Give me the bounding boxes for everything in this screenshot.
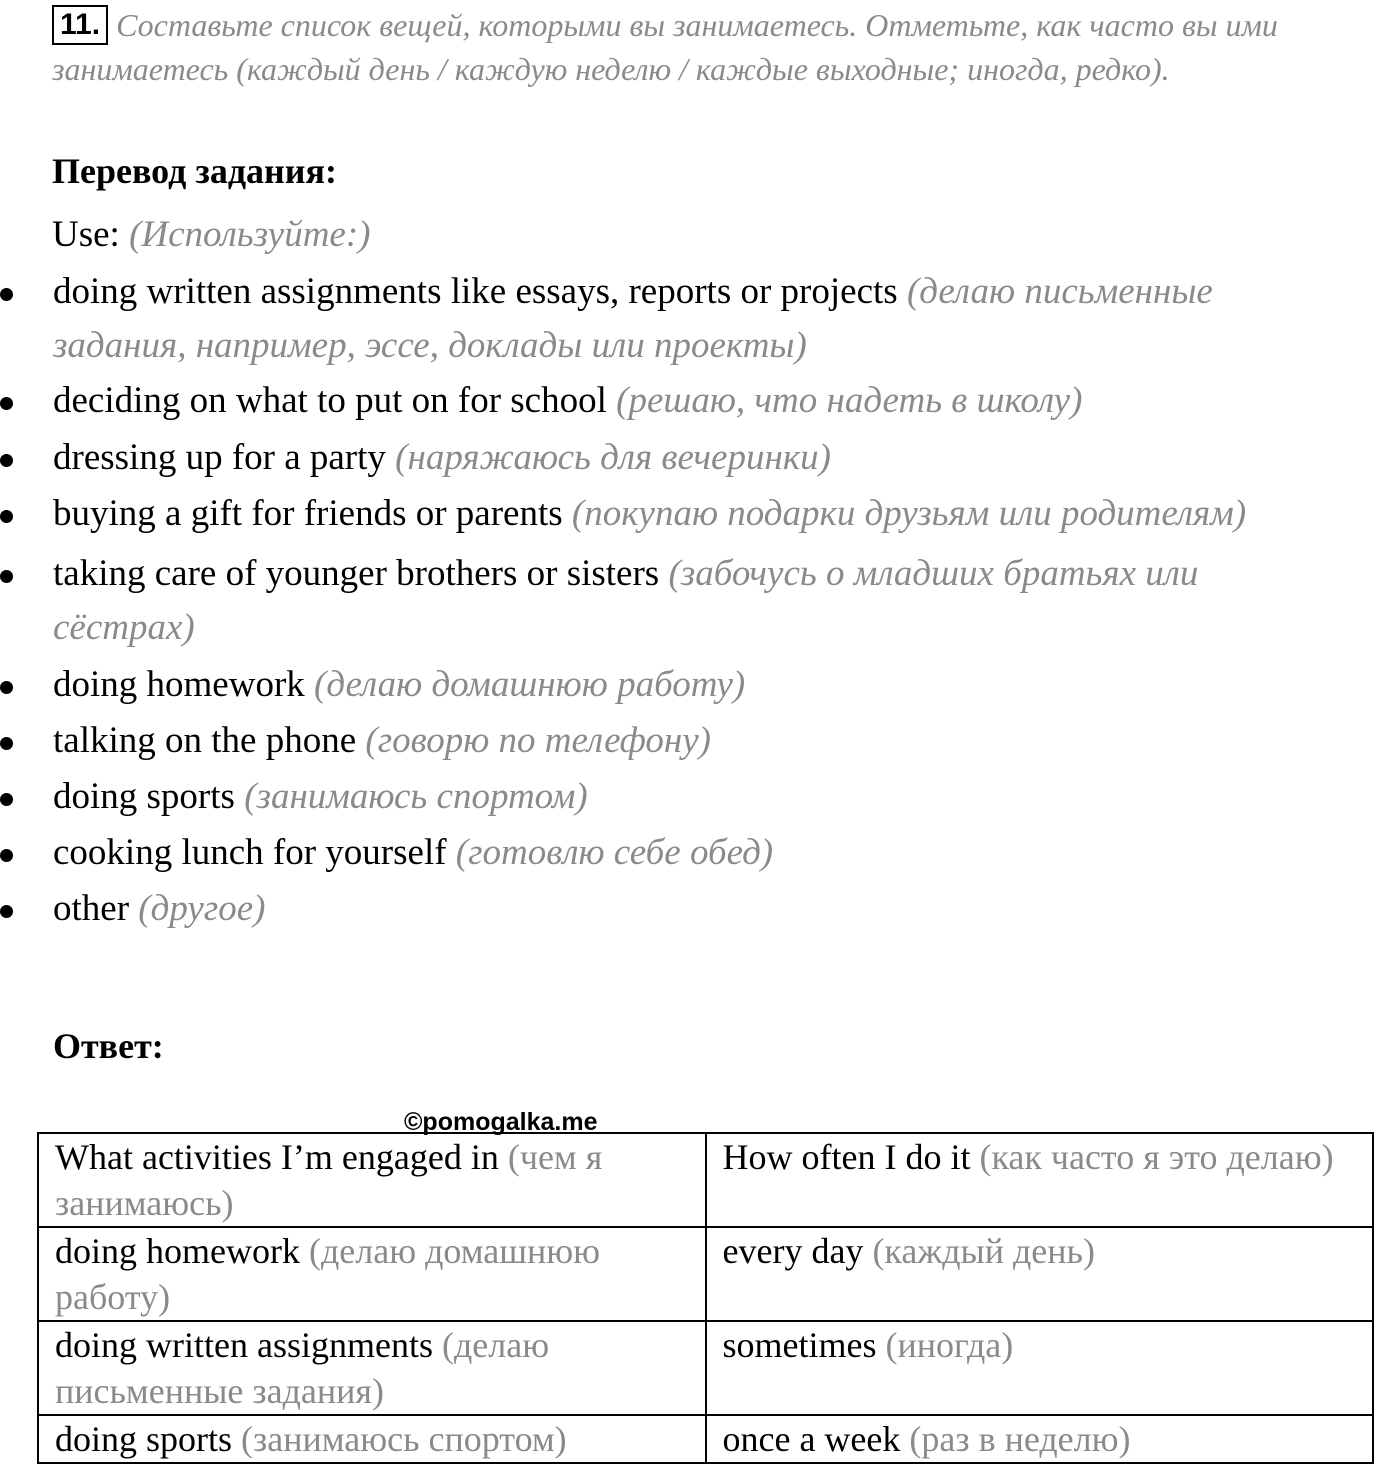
bullet-icon: [0, 905, 13, 918]
activity-english: doing homework: [55, 1231, 300, 1271]
task-text-line2: занимаетесь (каждый день / каждую неделю / каждые выходные; иногда, редко).: [52, 51, 1170, 87]
item-english: cooking lunch for yourself: [53, 832, 447, 873]
activity-english: doing sports: [55, 1419, 233, 1459]
table-row: [38, 1227, 1373, 1321]
table-row: [38, 1321, 1373, 1415]
activity-cell: [38, 1321, 706, 1415]
item-russian: (делаю домашнюю работу): [314, 664, 746, 705]
frequency-english: every day: [722, 1231, 864, 1271]
task-header: [52, 4, 1400, 46]
item-russian-continued: сёстрах): [53, 607, 195, 648]
header-frequency-english: How often I do it: [722, 1137, 971, 1177]
frequency-russian: (каждый день): [872, 1231, 1095, 1271]
activity-russian: (занимаюсь спортом): [241, 1419, 567, 1459]
item-russian-continued: задания, например, эссе, доклады или проекты): [53, 325, 807, 366]
item-english: doing homework: [53, 664, 305, 705]
item-english: deciding on what to put on for school: [53, 380, 607, 421]
header-activities-russian: (чем я занимаюсь): [55, 1137, 603, 1223]
item-russian: (готовлю себе обед): [455, 832, 774, 873]
task-text-line1: Составьте список вещей, которыми вы занимаетесь. Отметьте, как часто вы ими: [116, 7, 1278, 43]
item-russian: (занимаюсь спортом): [244, 776, 588, 817]
item-russian: (забочусь о младших братьях или: [668, 553, 1199, 594]
item-english: doing sports: [53, 776, 235, 817]
item-english: taking care of younger brothers or sisters: [53, 553, 660, 594]
frequency-cell: [706, 1415, 1374, 1463]
bullet-icon: [0, 681, 13, 694]
frequency-english: once a week: [722, 1419, 901, 1459]
frequency-russian: (раз в неделю): [909, 1419, 1131, 1459]
translation-heading: Перевод задания:: [52, 151, 337, 191]
activity-cell: [38, 1415, 706, 1463]
answer-table: [37, 1132, 1374, 1464]
header-frequency-russian: (как часто я это делаю): [979, 1137, 1334, 1177]
frequency-cell: [706, 1227, 1374, 1321]
table-header-cell: [38, 1133, 706, 1227]
activity-english: doing written assignments: [55, 1325, 433, 1365]
bullet-icon: [0, 510, 13, 523]
bullet-icon: [0, 288, 13, 301]
item-english: buying a gift for friends or parents: [53, 493, 563, 534]
frequency-russian: (иногда): [885, 1325, 1014, 1365]
use-translation: (Используйте:): [129, 214, 371, 255]
watermark: ©pomogalka.me: [404, 1108, 598, 1136]
table-header-cell: [706, 1133, 1374, 1227]
header-activities-english: What activities I’m engaged in: [55, 1137, 499, 1177]
activity-russian: (делаю письменные задания): [55, 1325, 550, 1411]
bullet-icon: [0, 737, 13, 750]
use-line: [52, 212, 370, 258]
item-russian: (решаю, что надеть в школу): [616, 380, 1083, 421]
table-row: [38, 1415, 1373, 1463]
bullet-icon: [0, 849, 13, 862]
frequency-english: sometimes: [722, 1325, 877, 1365]
item-russian: (другое): [138, 888, 266, 929]
item-english: talking on the phone: [53, 720, 357, 761]
bullet-icon: [0, 793, 13, 806]
item-russian: (делаю письменные: [906, 271, 1213, 312]
task-number: 11.: [52, 5, 108, 45]
bullet-icon: [0, 570, 13, 583]
item-russian: (наряжаюсь для вечеринки): [395, 437, 831, 478]
item-english: dressing up for a party: [53, 437, 386, 478]
item-russian: (говорю по телефону): [365, 720, 711, 761]
table-header-row: [38, 1133, 1373, 1227]
bullet-icon: [0, 454, 13, 467]
activity-cell: [38, 1227, 706, 1321]
use-label: Use:: [52, 214, 120, 255]
bullet-icon: [0, 397, 13, 410]
item-english: doing written assignments like essays, reports or projects: [53, 271, 898, 312]
answer-heading: Ответ:: [53, 1026, 164, 1066]
activity-russian: (делаю домашнюю работу): [55, 1231, 601, 1317]
item-english: other: [53, 888, 130, 929]
item-russian: (покупаю подарки друзьям или родителям): [571, 493, 1247, 534]
frequency-cell: [706, 1321, 1374, 1415]
